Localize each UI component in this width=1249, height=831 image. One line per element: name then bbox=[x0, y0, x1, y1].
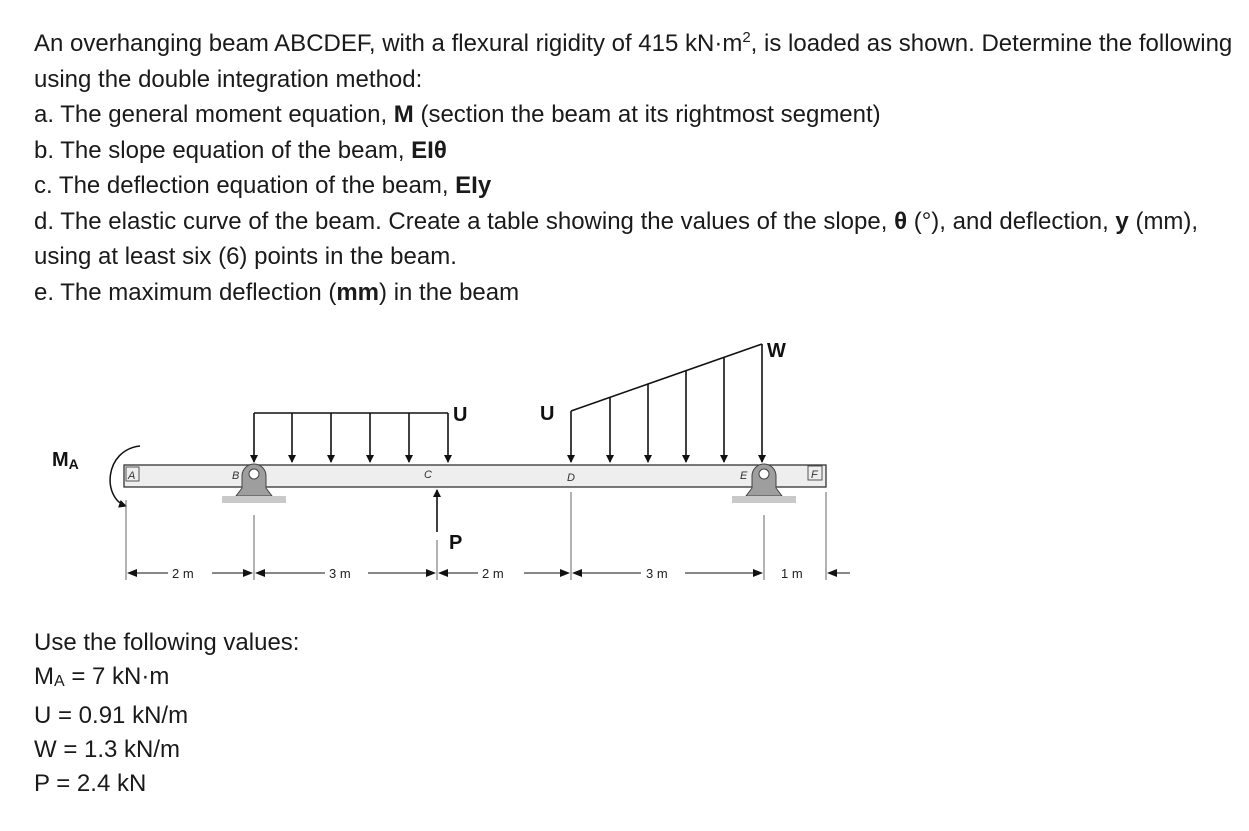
extension-lines bbox=[126, 492, 826, 580]
intro-superscript: 2 bbox=[742, 29, 751, 46]
point-e-label: E bbox=[740, 470, 748, 482]
w-label: W bbox=[767, 340, 786, 362]
u-label-right: U bbox=[540, 403, 555, 425]
point-c-label: C bbox=[424, 469, 432, 481]
moment-label: MA bbox=[52, 449, 79, 472]
value-p: P = 2.4 kN bbox=[34, 770, 147, 797]
item-a-text: a. The general moment equation, bbox=[34, 101, 394, 128]
values-heading: Use the following values: bbox=[34, 629, 300, 656]
point-b-label: B bbox=[232, 470, 240, 482]
item-d-y: y bbox=[1115, 207, 1129, 235]
point-f-label: F bbox=[811, 469, 818, 481]
item-d-text-mid: (°), and deflection, bbox=[907, 207, 1116, 235]
value-u: U = 0.91 kN/m bbox=[34, 702, 189, 729]
item-e-text: e. The maximum deflection ( bbox=[34, 278, 337, 306]
value-ma-rest: = 7 kN·m bbox=[64, 663, 170, 690]
dim-label-ab: 2 m bbox=[172, 566, 194, 581]
uniform-load bbox=[254, 413, 448, 462]
item-b-bold: EIθ bbox=[411, 136, 447, 164]
item-a-text-end: (section the beam at its rightmost segment) bbox=[413, 101, 881, 128]
intro-text-end: , is loaded as shown. Determine the following using the double integration method: bbox=[34, 30, 1233, 93]
item-c-bold: EIy bbox=[455, 172, 492, 199]
dim-label-bc: 3 m bbox=[329, 566, 351, 581]
value-ma-main: M bbox=[34, 663, 54, 690]
dim-label-ef: 1 m bbox=[781, 566, 803, 581]
given-values bbox=[34, 626, 299, 801]
dim-label-cd: 2 m bbox=[482, 566, 504, 581]
dim-label-de: 3 m bbox=[646, 566, 668, 581]
item-a-bold: M bbox=[393, 101, 414, 128]
point-d-label: D bbox=[567, 472, 575, 484]
item-b-text: b. The slope equation of the beam, bbox=[34, 136, 412, 164]
value-ma bbox=[34, 660, 299, 699]
intro-text: An overhanging beam ABCDEF, with a flexural rigidity of 415 kN·m bbox=[34, 30, 743, 57]
item-e-text-end: ) in the beam bbox=[379, 278, 520, 306]
beam bbox=[124, 465, 826, 487]
value-w: W = 1.3 kN/m bbox=[34, 736, 181, 763]
trapezoidal-load bbox=[571, 344, 762, 462]
item-d-theta: θ bbox=[894, 207, 908, 235]
item-d-text: d. The elastic curve of the beam. Create a table showing the values of the slope, bbox=[34, 207, 895, 235]
item-d-text-end: (mm), using at least six (6) points in the beam. bbox=[34, 207, 1199, 270]
item-e-bold: mm bbox=[336, 278, 380, 306]
u-label-left: U bbox=[453, 404, 468, 426]
item-c-text: c. The deflection equation of the beam, bbox=[34, 172, 456, 199]
value-ma-sub: A bbox=[54, 673, 65, 690]
point-a-label: A bbox=[128, 470, 136, 482]
p-label: P bbox=[449, 532, 463, 554]
